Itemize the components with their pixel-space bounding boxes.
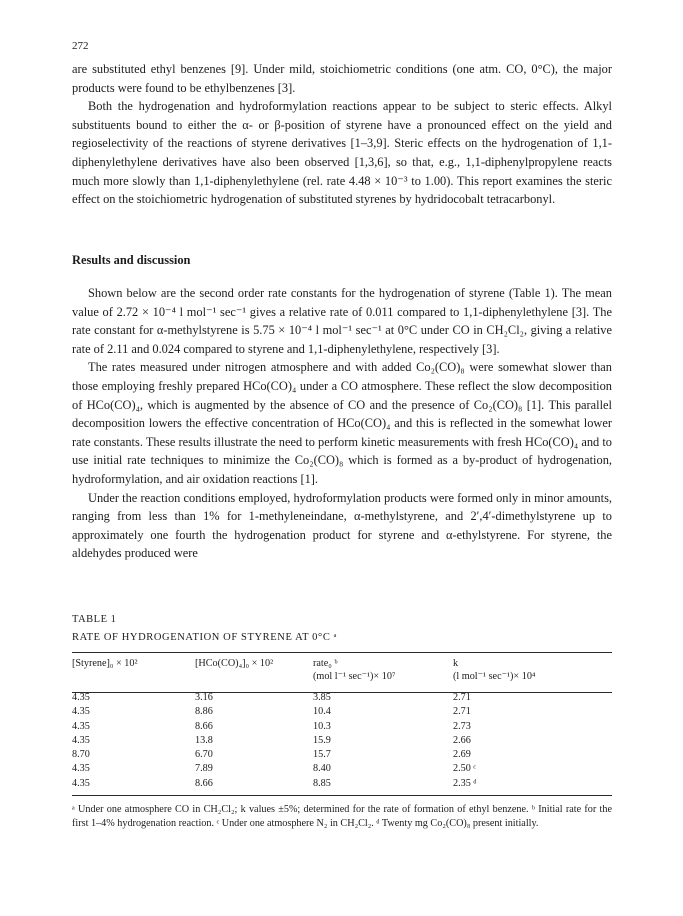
table-cell: 4.35 (72, 763, 90, 775)
table-cell: 4.35 (72, 734, 90, 746)
table-cell: 3.85 (313, 692, 331, 703)
table-label: TABLE 1 (72, 614, 117, 625)
table-row (72, 762, 612, 776)
table-cell: 15.9 (313, 734, 331, 746)
column-header: k (l mol⁻¹ sec⁻¹)× 10⁴ (453, 658, 536, 682)
page-number: 272 (72, 40, 89, 52)
results-text (72, 284, 612, 563)
table-cell: 4.35 (72, 692, 90, 703)
column-header: [Styrene]₀ × 10² (72, 658, 138, 669)
table-cell: 10.3 (313, 720, 331, 732)
table-cell: 4.35 (72, 720, 90, 732)
table-row (72, 748, 612, 762)
table-cell: 7.89 (195, 763, 213, 775)
rate-table (72, 657, 612, 791)
table-cell: 8.85 (313, 777, 331, 789)
table-header-row (72, 657, 612, 691)
table-cell: 4.35 (72, 706, 90, 718)
table-cell: 8.70 (72, 749, 90, 761)
table-cell: 2.71 (453, 692, 471, 703)
table-top-rule (72, 652, 612, 653)
table-cell: 2.73 (453, 720, 471, 732)
table-bottom-rule (72, 795, 612, 796)
table-row (72, 734, 612, 748)
table-cell: 8.40 (313, 763, 331, 775)
table-footnotes: ᵃ Under one atmosphere CO in CH₂Cl₂; k values ±5%; determined for the rate of formation of ethyl benzene. ᵇ Initial rate for the first 1–4% hydrogenation reaction. ᶜ Under one atmosphere N₂ in CH₂Cl₂. ᵈ Twenty mg Co₂(CO)₈ present initially. (72, 804, 612, 829)
table-cell: 2.50 ᶜ (453, 763, 476, 775)
column-header: rate₀ ᵇ (mol l⁻¹ sec⁻¹)× 10⁷ (313, 658, 396, 682)
table-row (72, 720, 612, 734)
table-cell: 2.66 (453, 734, 471, 746)
table-cell: 10.4 (313, 706, 331, 718)
table-cell: 2.35 ᵈ (453, 777, 477, 789)
table-row (72, 705, 612, 719)
table-cell: 13.8 (195, 734, 213, 746)
table-cell: 8.66 (195, 777, 213, 789)
table-cell: 15.7 (313, 749, 331, 761)
paragraph: are substituted ethyl benzenes [9]. Under mild, stoichiometric conditions (one atm. CO, 0°C), the major products were found to be ethylbenzenes [3]. (72, 62, 612, 95)
table-row (72, 691, 612, 705)
table-cell: 3.16 (195, 692, 213, 703)
table-cell: 6.70 (195, 749, 213, 761)
section-heading: Results and discussion (72, 253, 191, 267)
paragraph: Shown below are the second order rate constants for the hydrogenation of styrene (Table 1). The mean value of 2.72 × 10⁻⁴ l mol⁻¹ sec⁻¹ gives a relative rate of 0.011 compared to 1,1-diphenylethylene [3]. The rate constant for α-methylstyrene is 5.75 × 10⁻⁴ l mol⁻¹ sec⁻¹ at 0°C under CO in CH₂Cl₂, giving a relative rate of 2.11 and 0.024 compared to styrene and 1,1-diphenylethylene, respectively [3]. (72, 286, 612, 356)
paragraph: Under the reaction conditions employed, hydroformylation products were formed only in minor amounts, ranging from less than 1% for 1-methyleneindane, α-methylstyrene, and 2′,4′-dimethylstyrene up to approximately one fourth the hydrogenation product for styrene and α-ethylstyrene. For styrene, the aldehydes produced were (72, 490, 612, 561)
table-row (72, 777, 612, 791)
paragraph: Both the hydrogenation and hydroformylation reactions appear to be subject to steric effects. Alkyl substituents bound to either the α- or β-position of styrene have a pronounced effect on the yield and regioselectivity of the reactions of styrene derivatives [1–3,9]. Steric effects on the hydrogenation of 1,1-diphenylethylene derivatives have also been observed [1,3,6], so that, e.g., 1,1-diphenylpropylene reacts much more slowly than 1,1-diphenylethylene (rel. rate 4.48 × 10⁻³ to 1.00). This report examines the steric effect on the stoichiometric hydrogenation of substituted styrenes by hydridocobalt tetracarbonyl. (72, 99, 612, 207)
intro-text (72, 60, 612, 209)
table-cell: 8.66 (195, 720, 213, 732)
column-header: [HCo(CO)₄]₀ × 10² (195, 658, 274, 669)
table-title: RATE OF HYDROGENATION OF STYRENE AT 0°C ᵃ (72, 632, 338, 643)
table-cell: 4.35 (72, 777, 90, 789)
table-cell: 2.69 (453, 749, 471, 761)
paragraph: The rates measured under nitrogen atmosphere and with added Co₂(CO)₈ were somewhat slower than those employing freshly prepared HCo(CO)₄ under a CO atmosphere. These reflect the slow decomposition of HCo(CO)₄, which is augmented by the absence of CO and the presence of Co₂(CO)₈ [1]. This parallel decomposition lowers the effective concentration of HCo(CO)₄ and this is reflected in the somewhat lower rate constants. These results illustrate the need to perform kinetic measurements with fresh HCo(CO)₄ and to use initial rate techniques to minimize the Co₂(CO)₈ which is formed as a by-product of hydrogenation, hydroformylation, and air oxidation reactions [1]. (72, 360, 612, 486)
table-cell: 2.71 (453, 706, 471, 718)
table-cell: 8.86 (195, 706, 213, 718)
